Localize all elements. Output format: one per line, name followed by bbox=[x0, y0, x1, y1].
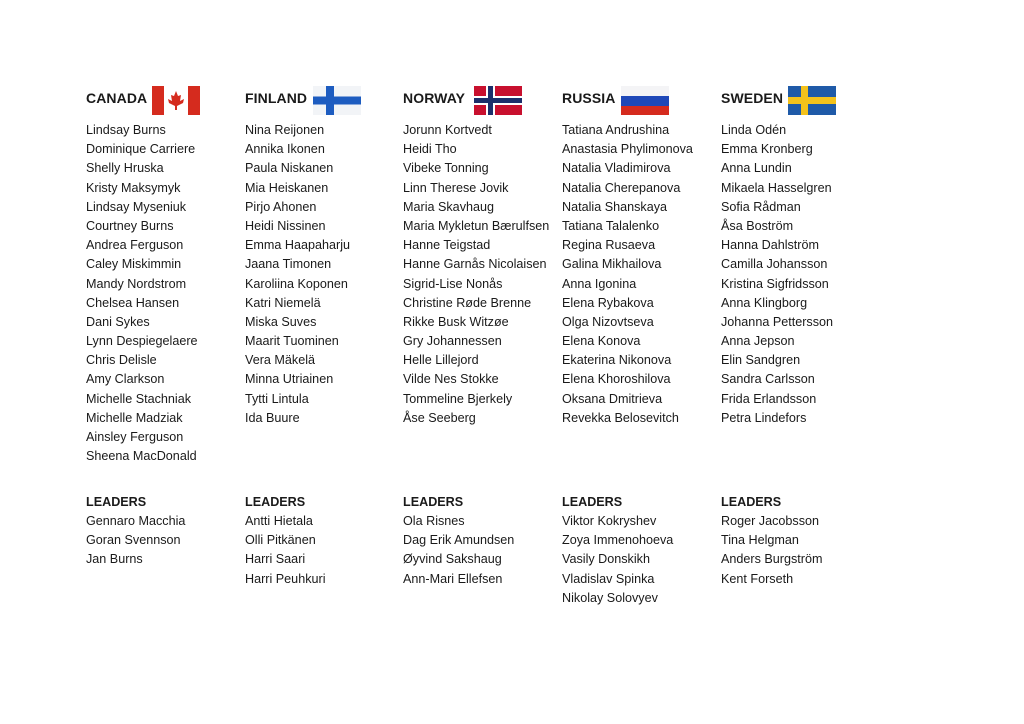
player-name: Sheena MacDonald bbox=[86, 449, 197, 464]
country-name: SWEDEN bbox=[721, 90, 784, 106]
player-name: Courtney Burns bbox=[86, 218, 174, 233]
player-name: Heidi Tho bbox=[403, 142, 457, 157]
player-list bbox=[562, 121, 722, 428]
player-name: Hanne Teigstad bbox=[403, 238, 491, 253]
player-name: Anna Lundin bbox=[721, 161, 792, 176]
player-name: Johanna Pettersson bbox=[721, 314, 834, 329]
column-header bbox=[562, 84, 722, 116]
player-name: Tatiana Andrushina bbox=[562, 123, 670, 137]
column-finland bbox=[245, 84, 405, 428]
player-name: Camilla Johansson bbox=[721, 257, 828, 272]
leaders-heading: LEADERS bbox=[721, 495, 782, 509]
player-list bbox=[245, 121, 405, 428]
player-name: Helle Lillejord bbox=[403, 353, 479, 368]
player-name: Pirjo Ahonen bbox=[245, 199, 317, 214]
russia-flag-icon bbox=[621, 86, 669, 115]
player-name: Chelsea Hansen bbox=[86, 295, 180, 310]
player-name: Sandra Carlsson bbox=[721, 372, 815, 387]
player-name: Ida Buure bbox=[245, 410, 300, 425]
leaders-heading: LEADERS bbox=[403, 495, 464, 509]
player-name: Paula Niskanen bbox=[245, 161, 334, 176]
player-name: Mia Heiskanen bbox=[245, 180, 329, 195]
column-header bbox=[245, 84, 405, 116]
leader-name: Øyvind Sakshaug bbox=[403, 552, 502, 567]
leader-name: Harri Peuhkuri bbox=[245, 571, 326, 586]
column-header bbox=[721, 84, 881, 116]
player-name: Ainsley Ferguson bbox=[86, 430, 184, 444]
player-name: Chris Delisle bbox=[86, 353, 157, 368]
player-name: Ekaterina Nikonova bbox=[562, 353, 672, 368]
player-name: Rikke Busk Witzøe bbox=[403, 314, 509, 329]
leader-name: Olli Pitkänen bbox=[245, 533, 316, 548]
leaders-norway bbox=[403, 493, 563, 589]
player-name: Åsa Boström bbox=[721, 218, 794, 233]
player-name: Michelle Stachniak bbox=[86, 391, 191, 406]
canada-flag-icon bbox=[152, 86, 200, 115]
player-name: Emma Haapaharju bbox=[245, 238, 350, 253]
leader-name: Vladislav Spinka bbox=[562, 571, 655, 586]
player-name: Heidi Nissinen bbox=[245, 218, 326, 233]
player-name: Katri Niemelä bbox=[245, 295, 321, 310]
player-name: Lindsay Myseniuk bbox=[86, 199, 187, 214]
player-name: Hanne Garnås Nicolaisen bbox=[403, 257, 547, 272]
norway-flag-icon bbox=[474, 86, 522, 115]
leader-name: Tina Helgman bbox=[721, 533, 799, 548]
player-name: Olga Nizovtseva bbox=[562, 314, 654, 329]
column-canada bbox=[86, 84, 246, 466]
country-name: CANADA bbox=[86, 90, 148, 106]
player-name: Kristy Maksymyk bbox=[86, 180, 181, 195]
player-name: Åse Seeberg bbox=[403, 410, 476, 425]
player-list bbox=[721, 121, 881, 428]
player-name: Sigrid-Lise Nonås bbox=[403, 276, 503, 291]
player-name: Amy Clarkson bbox=[86, 372, 165, 387]
player-name: Lynn Despiegelaere bbox=[86, 334, 198, 349]
player-list bbox=[403, 121, 563, 428]
player-name: Caley Miskimmin bbox=[86, 257, 182, 272]
leaders-sweden bbox=[721, 493, 881, 589]
player-name: Annika Ikonen bbox=[245, 142, 325, 157]
player-name: Regina Rusaeva bbox=[562, 238, 656, 253]
player-name: Natalia Vladimirova bbox=[562, 161, 671, 176]
leader-name: Nikolay Solovyev bbox=[562, 590, 658, 605]
leader-name: Kent Forseth bbox=[721, 571, 794, 586]
leader-name: Harri Saari bbox=[245, 552, 306, 567]
column-sweden bbox=[721, 84, 881, 428]
player-name: Hanna Dahlström bbox=[721, 238, 819, 253]
player-name: Linn Therese Jovik bbox=[403, 180, 509, 195]
player-name: Mikaela Hasselgren bbox=[721, 180, 832, 195]
player-name: Elena Konova bbox=[562, 334, 641, 349]
player-name: Elena Rybakova bbox=[562, 295, 654, 310]
player-name: Maarit Tuominen bbox=[245, 334, 339, 349]
leader-name: Anders Burgström bbox=[721, 552, 823, 567]
player-name: Tytti Lintula bbox=[245, 391, 309, 406]
player-list bbox=[86, 121, 246, 466]
leaders-finland bbox=[245, 493, 405, 589]
leader-name: Viktor Kokryshev bbox=[562, 514, 657, 528]
player-name: Tommeline Bjerkely bbox=[403, 391, 513, 406]
player-name: Elena Khoroshilova bbox=[562, 372, 671, 387]
leader-name: Jan Burns bbox=[86, 552, 143, 567]
player-name: Jaana Timonen bbox=[245, 257, 332, 272]
player-name: Vibeke Tonning bbox=[403, 161, 489, 176]
player-name: Sofia Rådman bbox=[721, 199, 801, 214]
player-name: Michelle Madziak bbox=[86, 410, 183, 425]
player-name: Elin Sandgren bbox=[721, 353, 801, 368]
player-name: Oksana Dmitrieva bbox=[562, 391, 663, 406]
player-name: Anna Igonina bbox=[562, 276, 637, 291]
country-name: RUSSIA bbox=[562, 90, 616, 106]
player-name: Anastasia Phylimonova bbox=[562, 142, 693, 157]
player-name: Tatiana Talalenko bbox=[562, 218, 660, 233]
player-name: Anna Jepson bbox=[721, 334, 795, 349]
column-russia bbox=[562, 84, 722, 428]
country-name: NORWAY bbox=[403, 90, 466, 106]
player-name: Linda Odén bbox=[721, 123, 787, 137]
country-name: FINLAND bbox=[245, 90, 308, 106]
player-name: Anna Klingborg bbox=[721, 295, 808, 310]
player-name: Minna Utriainen bbox=[245, 372, 334, 387]
player-name: Gry Johannessen bbox=[403, 334, 502, 349]
player-name: Emma Kronberg bbox=[721, 142, 813, 157]
column-header bbox=[403, 84, 563, 116]
player-name: Natalia Shanskaya bbox=[562, 199, 668, 214]
player-name: Petra Lindefors bbox=[721, 410, 807, 425]
leader-name: Vasily Donskikh bbox=[562, 552, 650, 567]
player-name: Shelly Hruska bbox=[86, 161, 164, 176]
leader-name: Goran Svennson bbox=[86, 533, 181, 548]
leader-name: Ann-Mari Ellefsen bbox=[403, 571, 503, 586]
player-name: Andrea Ferguson bbox=[86, 238, 184, 253]
player-name: Maria Mykletun Bærulfsen bbox=[403, 218, 550, 233]
leaders-heading: LEADERS bbox=[562, 495, 623, 509]
player-name: Natalia Cherepanova bbox=[562, 180, 681, 195]
column-norway bbox=[403, 84, 563, 428]
leaders-canada bbox=[86, 493, 246, 570]
player-name: Jorunn Kortvedt bbox=[403, 123, 492, 137]
leaders-russia bbox=[562, 493, 722, 608]
column-header bbox=[86, 84, 246, 116]
sweden-flag-icon bbox=[788, 86, 836, 115]
leader-name: Gennaro Macchia bbox=[86, 514, 186, 528]
player-name: Maria Skavhaug bbox=[403, 199, 495, 214]
player-name: Christine Røde Brenne bbox=[403, 295, 532, 310]
player-name: Kristina Sigfridsson bbox=[721, 276, 829, 291]
player-name: Karoliina Koponen bbox=[245, 276, 348, 291]
leader-name: Ola Risnes bbox=[403, 514, 465, 528]
player-name: Lindsay Burns bbox=[86, 123, 166, 137]
player-name: Mandy Nordstrom bbox=[86, 276, 187, 291]
leaders-heading: LEADERS bbox=[86, 495, 147, 509]
player-name: Dani Sykes bbox=[86, 314, 150, 329]
player-name: Nina Reijonen bbox=[245, 123, 325, 137]
leader-name: Dag Erik Amundsen bbox=[403, 533, 515, 548]
player-name: Vera Mäkelä bbox=[245, 353, 316, 368]
player-name: Miska Suves bbox=[245, 314, 317, 329]
player-name: Vilde Nes Stokke bbox=[403, 372, 499, 387]
player-name: Frida Erlandsson bbox=[721, 391, 817, 406]
leader-name: Zoya Immenohoeva bbox=[562, 533, 674, 548]
player-name: Revekka Belosevitch bbox=[562, 410, 679, 425]
player-name: Dominique Carriere bbox=[86, 142, 196, 157]
finland-flag-icon bbox=[313, 86, 361, 115]
leader-name: Antti Hietala bbox=[245, 514, 313, 528]
player-name: Galina Mikhailova bbox=[562, 257, 662, 272]
leaders-heading: LEADERS bbox=[245, 495, 306, 509]
leader-name: Roger Jacobsson bbox=[721, 514, 820, 528]
